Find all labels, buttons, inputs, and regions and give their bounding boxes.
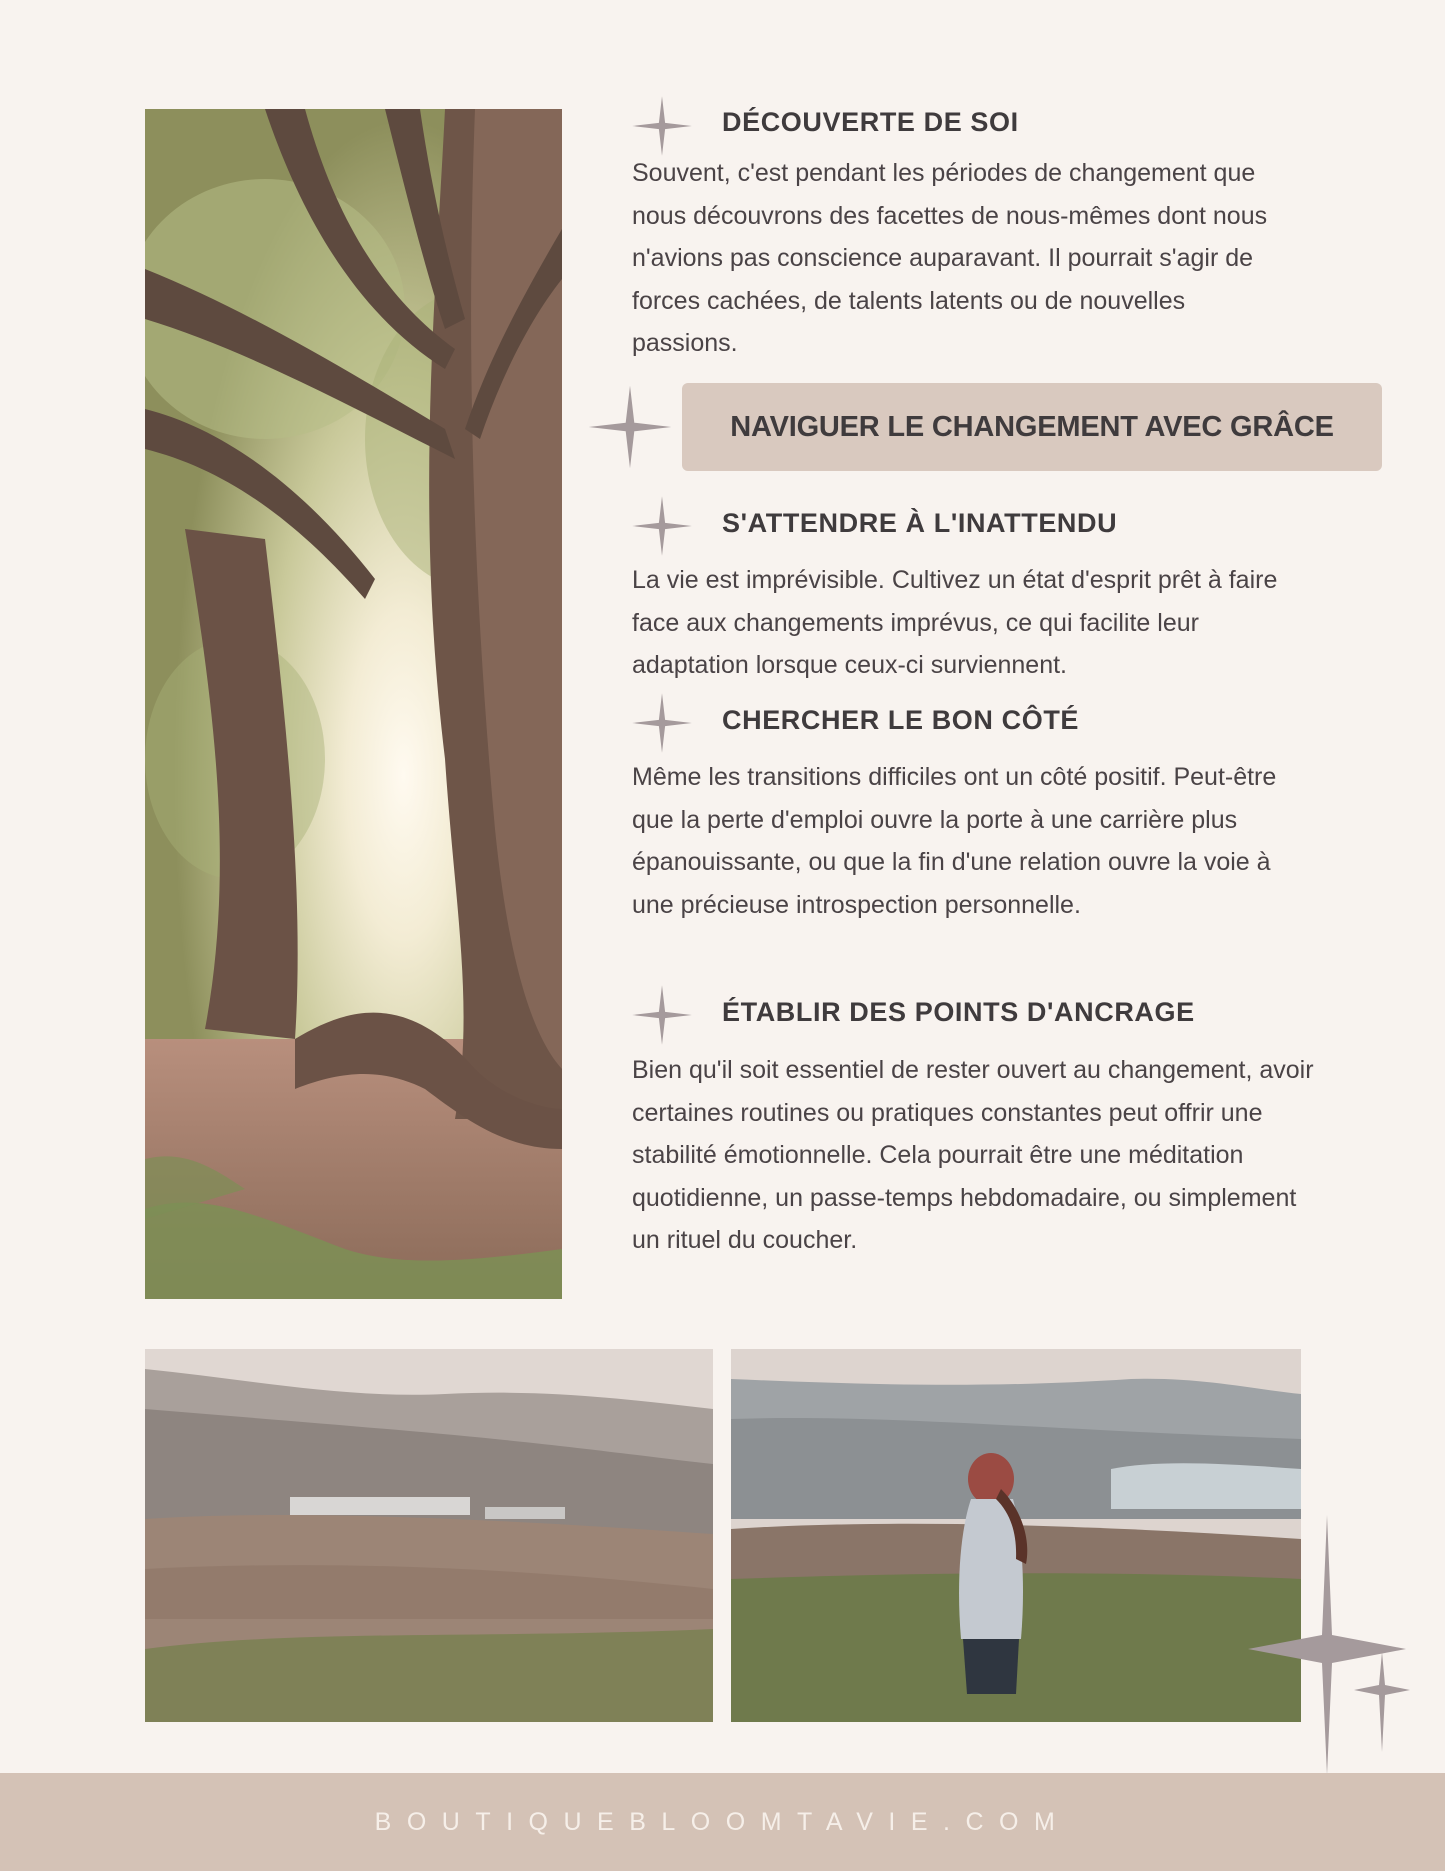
section-heading: CHERCHER LE BON CÔTÉ	[722, 705, 1080, 735]
section-heading: S'ATTENDRE À L'INATTENDU	[722, 508, 1118, 538]
section-body: La vie est imprévisible. Cultivez un état d'esprit prêt à faire face aux changements imprévus, ce qui facilite leur adaptation lorsque ceux-ci surviennent.	[632, 566, 1278, 680]
website-url[interactable]: BOUTIQUEBLOOMTAVIE.COM	[374, 1807, 1071, 1836]
field-landscape-photo	[145, 1349, 713, 1722]
section-body: Bien qu'il soit essentiel de rester ouvert au changement, avoir certaines routines ou pratiques constantes peut offrir une stabilité émotionnelle. Cela pourrait être une méditation quotidienne, un passe-temps hebdomadaire, ou simplement un rituel du coucher.	[632, 1056, 1314, 1255]
sparkle-icon	[631, 95, 693, 157]
footer-bar	[0, 1773, 1445, 1871]
banner-title: NAVIGUER LE CHANGEMENT AVEC GRÂCE	[730, 410, 1334, 443]
sparkle-icon	[631, 495, 693, 557]
sparkle-icon	[631, 692, 693, 754]
tree-photo	[145, 109, 562, 1299]
section-heading: ÉTABLIR DES POINTS D'ANCRAGE	[722, 997, 1195, 1027]
sparkle-icon	[631, 984, 693, 1046]
woman-in-field-photo	[731, 1349, 1301, 1722]
sparkle-icon	[587, 384, 673, 470]
section-banner	[682, 383, 1382, 471]
section-body: Même les transitions difficiles ont un côté positif. Peut-être que la perte d'emploi ouvre la porte à une carrière plus épanouissante, ou que la fin d'une relation ouvre la voie à une précieuse introspection personnelle.	[632, 763, 1277, 919]
small-sparkle-icon	[1352, 1650, 1412, 1754]
section-body: Souvent, c'est pendant les périodes de changement que nous découvrons des facettes de nous-mêmes dont nous n'avions pas conscience auparavant. Il pourrait s'agir de forces cachées, de talents latents ou de nouvelles passions.	[632, 159, 1268, 358]
section-heading: DÉCOUVERTE DE SOI	[722, 107, 1019, 137]
